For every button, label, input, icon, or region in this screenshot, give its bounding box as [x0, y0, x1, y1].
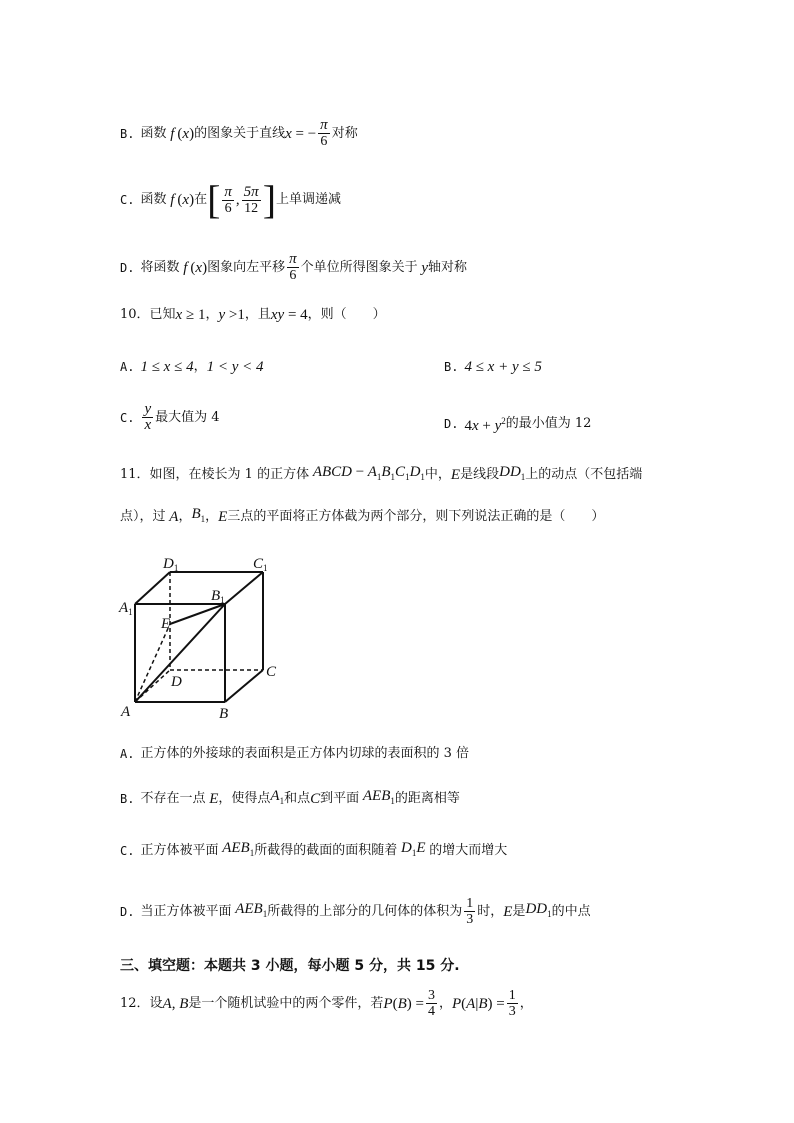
q11-stem-line2	[120, 504, 604, 529]
text: ，使得点	[218, 790, 271, 806]
question-number: 10．已知	[120, 307, 176, 322]
text: 三点的平面将正方体截为两个部分，则下列说法正确的是（ ）	[227, 508, 605, 524]
text: ，	[519, 995, 533, 1011]
text: 将函数	[140, 259, 180, 275]
math: $A_1$	[270, 788, 285, 806]
option-label: D.	[120, 260, 135, 275]
text: 的图象关于直线	[194, 125, 286, 141]
label-e: E	[161, 616, 171, 632]
text: 当正方体被平面	[140, 903, 232, 919]
numerator: 1	[466, 896, 474, 911]
option-label: C.	[120, 193, 135, 207]
q10-option-c	[120, 402, 220, 433]
q9-option-c	[120, 177, 342, 222]
math: P(A|B) =	[451, 995, 505, 1012]
text: 最大值为 4	[155, 409, 220, 425]
numerator: π	[224, 183, 232, 200]
option-label: B.	[120, 126, 135, 141]
fraction	[507, 988, 518, 1019]
math: E	[503, 903, 513, 920]
fraction	[287, 252, 299, 283]
text: 时，	[477, 903, 504, 919]
fraction	[318, 118, 330, 149]
math: 1 ≤ x ≤ 4	[140, 359, 194, 375]
edge-b-c	[225, 670, 263, 702]
text: ，	[193, 359, 207, 374]
text: 所截得的上部分的几何体的体积为	[267, 903, 463, 919]
comma: ，	[438, 995, 452, 1011]
numerator: 1	[508, 988, 516, 1003]
q11-option-d	[120, 896, 591, 927]
denominator: x	[144, 417, 152, 433]
math-fx: f (x)	[179, 259, 208, 276]
text: 个单位所得图象关于	[300, 259, 418, 275]
text: 不存在一点	[140, 790, 206, 806]
math: $AEB_1$	[218, 840, 255, 858]
denominator: 6	[289, 268, 297, 283]
math: E	[218, 508, 228, 525]
text: 函数	[140, 125, 167, 141]
label-a1: $A_1$	[119, 600, 133, 617]
math: 4 ≤ x + y ≤ 5	[464, 359, 542, 375]
question-number: 12．设	[120, 995, 163, 1011]
text: ，	[205, 307, 219, 322]
math: A	[165, 508, 179, 525]
numerator: 5π	[243, 183, 259, 200]
math-x-eq: x = −	[285, 125, 317, 142]
text: 和点	[284, 790, 311, 806]
edge-a-d	[135, 670, 170, 702]
denominator: 3	[508, 1004, 516, 1019]
math: $AEB_1$	[231, 901, 268, 919]
math: $DD_1$	[499, 464, 526, 482]
math: 1 < y < 4	[206, 359, 264, 375]
section-heading: 三、填空题：本题共 3 小题，每小题 5 分，共 15 分.	[120, 958, 460, 974]
text: 中，	[424, 466, 451, 482]
text: 轴对称	[428, 259, 468, 275]
fraction	[242, 185, 261, 216]
label-c: C	[266, 664, 277, 680]
math-fx: f (x)	[166, 125, 195, 142]
text: ，	[205, 508, 219, 524]
text: 到平面	[320, 790, 360, 806]
math: $B_1$	[191, 506, 206, 524]
segment-a-e	[135, 624, 170, 702]
label-d1: $D_1$	[163, 556, 179, 573]
q11-stem-line1	[120, 462, 642, 487]
text: 函数	[140, 192, 167, 207]
denominator: 4	[427, 1004, 435, 1019]
math-cube: ABCD − $A_1B_1C_1D_1$	[309, 464, 425, 482]
cube-figure	[115, 552, 285, 722]
edge-b1-c1	[225, 572, 263, 604]
denominator: 3	[466, 912, 474, 927]
fraction	[464, 896, 475, 927]
text: 上单调递减	[276, 192, 342, 207]
text: ，	[178, 508, 192, 524]
label-c1: $C_1$	[253, 556, 268, 573]
q10-option-a	[120, 357, 264, 377]
numerator: y	[144, 401, 152, 417]
fraction	[142, 402, 153, 433]
math: $D_1E$	[397, 840, 430, 858]
math: E	[450, 466, 461, 483]
text: 所截得的截面的面积随着	[254, 842, 398, 858]
label-a: A	[121, 704, 131, 720]
option-label: A.	[120, 747, 135, 761]
option-label: C.	[120, 843, 135, 858]
text: 是线段	[460, 466, 500, 482]
right-bracket: ]	[262, 177, 277, 222]
numerator: 3	[427, 988, 435, 1003]
numerator: π	[289, 251, 297, 267]
label-b1: $B_1$	[211, 588, 225, 605]
q9-option-d	[120, 252, 467, 283]
text: ，则（ ）	[307, 307, 386, 322]
q9-option-b	[120, 118, 358, 149]
edge-a1-d1	[135, 572, 170, 604]
text: 的增大而增大	[429, 842, 508, 858]
math-fx: f (x)	[166, 192, 195, 208]
q11-option-c	[120, 838, 507, 863]
text: 在	[194, 192, 208, 207]
text: 是	[512, 903, 526, 919]
math: $4x + y^2$	[464, 416, 506, 434]
text: 对称	[331, 125, 358, 141]
q11-option-a	[120, 744, 469, 764]
q10-stem	[120, 305, 386, 325]
q12-stem	[120, 988, 533, 1019]
denominator: 12	[244, 200, 259, 216]
text: 正方体的外接球的表面积是正方体内切球的表面积的 3 倍	[140, 746, 469, 761]
math: A, B	[162, 995, 189, 1012]
q11-option-b	[120, 786, 460, 811]
math: E	[205, 790, 219, 807]
text: 正方体被平面	[140, 842, 219, 858]
denominator: 6	[320, 134, 328, 149]
math-y: y	[417, 259, 429, 276]
text: 上的动点（不包括端	[525, 466, 643, 482]
text: ，且	[244, 307, 271, 322]
option-label: C.	[120, 410, 135, 425]
q10-option-b	[444, 357, 542, 377]
option-label: A.	[120, 360, 135, 374]
option-label: D.	[444, 416, 459, 431]
option-label: B.	[444, 360, 459, 374]
left-bracket: [	[207, 177, 221, 222]
label-d: D	[171, 674, 182, 690]
option-label: B.	[120, 791, 135, 806]
text: 是一个随机试验中的两个零件，若	[188, 995, 384, 1011]
option-label: D.	[120, 904, 135, 919]
text: 图象向左平移	[207, 259, 286, 275]
denominator: 6	[224, 200, 232, 216]
math: x ≥ 1	[175, 307, 206, 323]
label-b: B	[219, 706, 229, 722]
fraction	[222, 185, 234, 216]
q10-option-d	[444, 411, 591, 436]
math: xy = 4	[270, 307, 308, 323]
math: y >1	[218, 307, 245, 323]
comma: ,	[235, 192, 240, 208]
question-number: 11．如图，在棱长为 1 的正方体	[120, 466, 310, 482]
numerator: π	[320, 117, 328, 133]
text: 的距离相等	[394, 790, 460, 806]
fraction	[426, 988, 437, 1019]
text: 点），过	[120, 508, 166, 524]
text: 的中点	[551, 903, 591, 919]
math: $DD_1$	[525, 901, 552, 919]
math: P(B) =	[383, 995, 424, 1012]
text: 的最小值为 12	[505, 415, 592, 431]
math: C	[310, 790, 321, 807]
math: $AEB_1$	[359, 788, 395, 806]
